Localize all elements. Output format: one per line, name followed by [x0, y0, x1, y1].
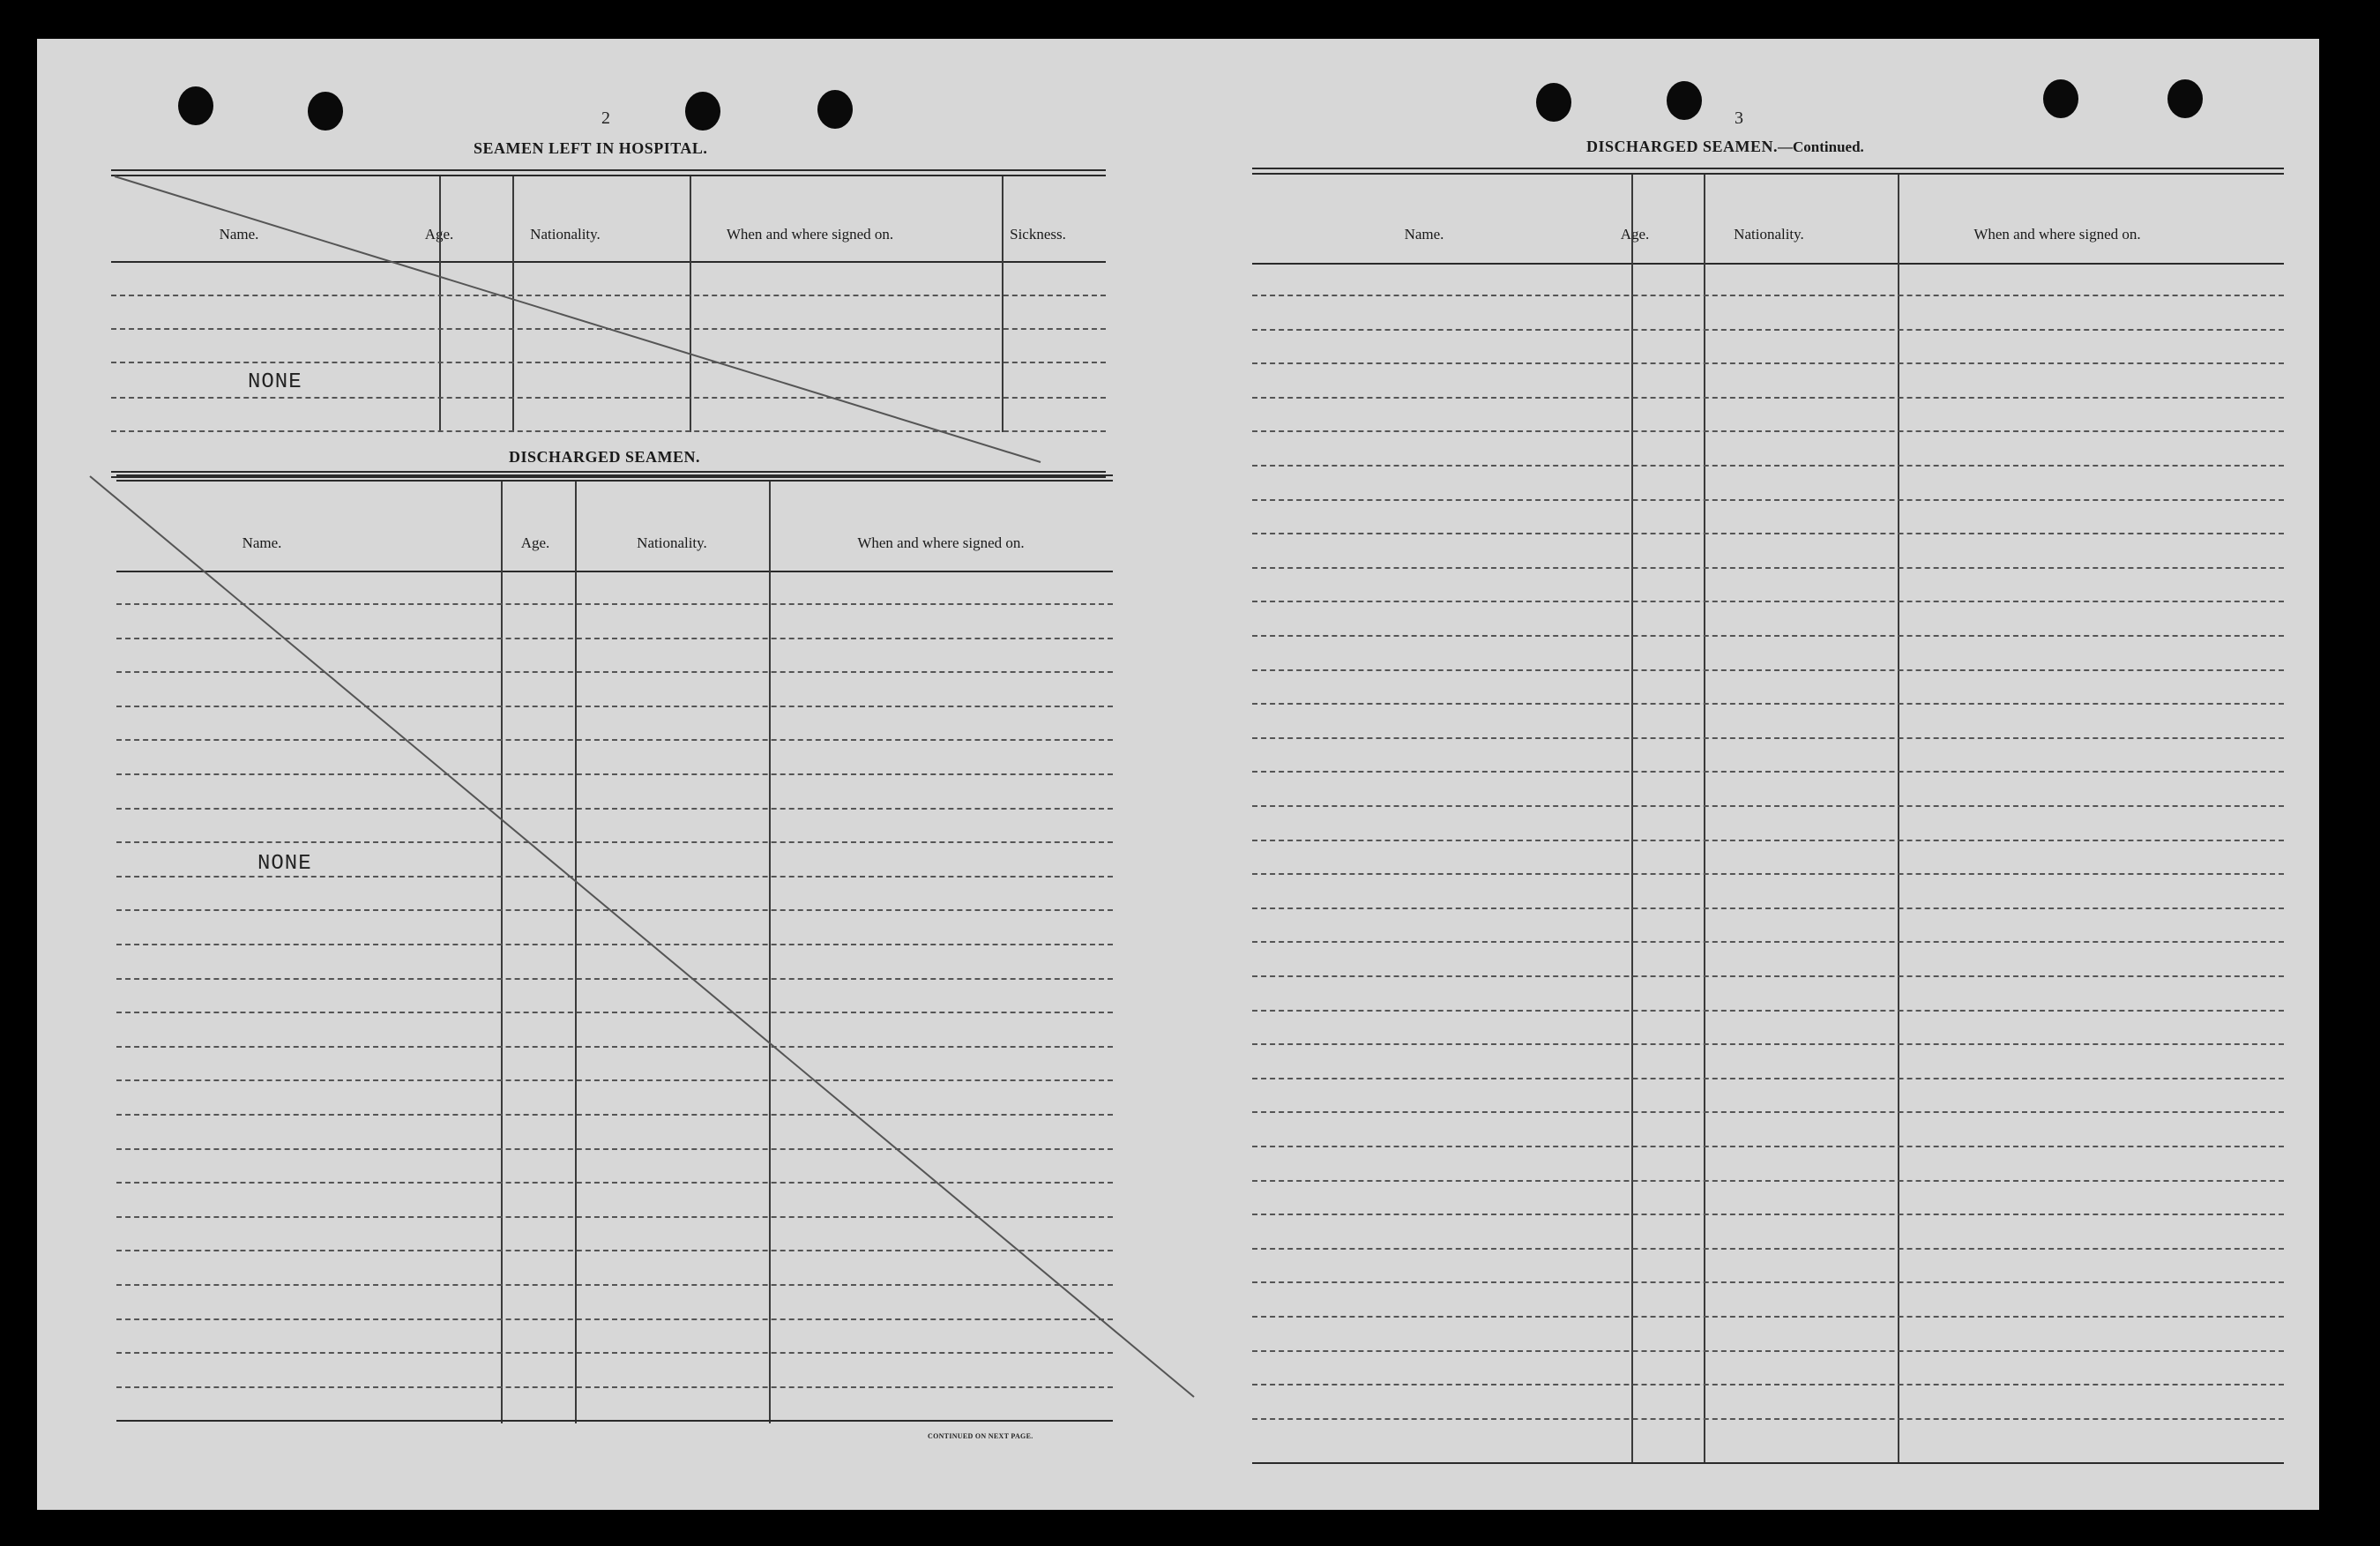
- page-number-left: 2: [601, 108, 610, 128]
- column-header-name: Name.: [242, 534, 282, 551]
- discharged-none-entry: NONE: [257, 852, 312, 876]
- column-header-nationality: Nationality.: [637, 534, 707, 551]
- column-header-name: Name.: [1404, 226, 1444, 243]
- column-header-nationality: Nationality.: [530, 226, 601, 243]
- column-header-age: Age.: [520, 534, 550, 551]
- discharged-strike-line: [90, 476, 1194, 1397]
- column-header-when-where: When and where signed on.: [726, 226, 894, 243]
- column-header-sickness: Sickness.: [1010, 226, 1066, 243]
- discharged-title-text: DISCHARGED SEAMEN.: [1586, 138, 1779, 155]
- column-header-when-where: When and where signed on.: [857, 534, 1025, 551]
- discharged-section-title-left: DISCHARGED SEAMEN.: [509, 448, 701, 466]
- continued-footnote: CONTINUED ON NEXT PAGE.: [928, 1432, 1033, 1440]
- hospital-none-entry: NONE: [248, 370, 302, 394]
- column-header-age: Age.: [1620, 226, 1650, 243]
- discharged-title-suffix: —Continued.: [1778, 138, 1864, 155]
- strike-through-lines: [37, 39, 2319, 1510]
- column-header-name: Name.: [219, 226, 259, 243]
- hospital-strike-line: [115, 176, 1041, 462]
- document-sheet: [37, 39, 2319, 1510]
- column-header-age: Age.: [424, 226, 454, 243]
- hospital-section-title: SEAMEN LEFT IN HOSPITAL.: [474, 139, 708, 157]
- column-header-when-where: When and where signed on.: [1973, 226, 2141, 243]
- column-header-nationality: Nationality.: [1734, 226, 1804, 243]
- page-number-right: 3: [1735, 108, 1743, 128]
